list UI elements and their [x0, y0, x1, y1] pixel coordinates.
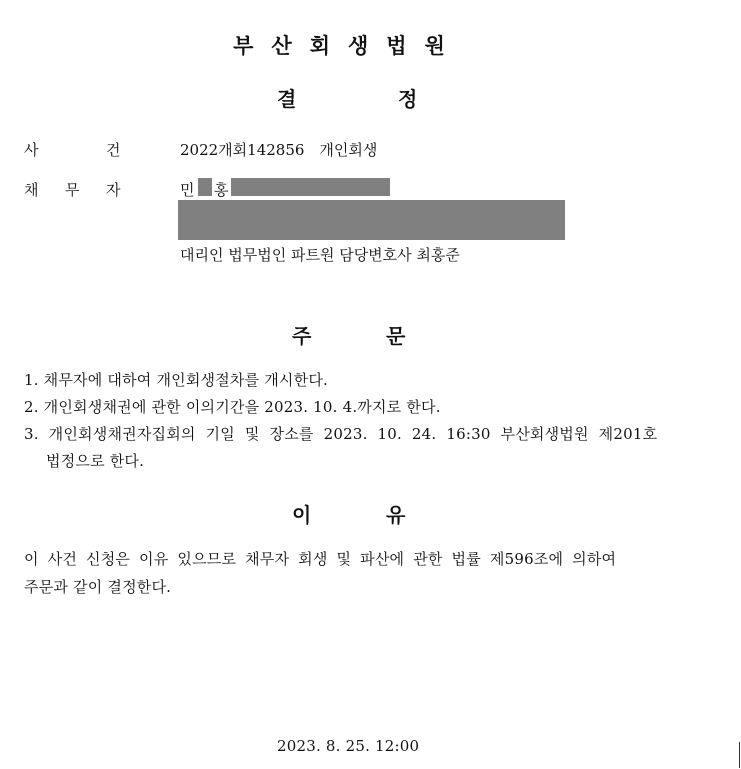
- doc-type-char-2: 정: [398, 87, 418, 111]
- order-item-2: 2. 개인회생채권에 관한 이의기간을 2023. 10. 4.까지로 한다.: [24, 398, 441, 416]
- redaction-block-address: [178, 200, 565, 240]
- reasons-heading-char-2: 유: [386, 503, 406, 527]
- debtor-label-char-1: 채: [24, 181, 40, 199]
- debtor-name-char-1: 민: [180, 181, 195, 199]
- case-number: 2022개회142856 개인회생: [180, 141, 378, 159]
- court-name: 부산회생법원: [233, 34, 463, 58]
- order-item-1: 1. 채무자에 대하여 개인회생절차를 개시한다.: [24, 371, 328, 389]
- page-edge-divider: [739, 742, 740, 768]
- decision-date: 2023. 8. 25. 12:00: [277, 737, 420, 755]
- case-label-char-2: 건: [106, 141, 122, 159]
- doc-type-char-1: 결: [277, 87, 297, 111]
- debtor-name-char-2: 홍: [214, 181, 229, 199]
- order-heading-char-1: 주: [292, 324, 312, 348]
- redaction-block-id: [231, 178, 390, 196]
- debtor-representative: 대리인 법무법인 파트원 담당변호사 최홍준: [180, 246, 460, 264]
- reasons-line-1: 이 사건 신청은 이유 있으므로 채무자 회생 및 파산에 관한 법률 제596조에 의하여: [24, 550, 617, 568]
- case-label-char-1: 사: [24, 141, 40, 159]
- order-item-3-continuation: 법정으로 한다.: [46, 452, 145, 470]
- debtor-label-char-3: 자: [106, 181, 122, 199]
- reasons-line-2: 주문과 같이 결정한다.: [24, 578, 172, 596]
- reasons-heading-char-1: 이: [292, 503, 312, 527]
- order-item-3: 3. 개인회생채권자집회의 기일 및 장소를 2023. 10. 24. 16:30 부산회생법원 제201호: [24, 425, 658, 443]
- order-heading-char-2: 문: [386, 324, 406, 348]
- redaction-block-name: [198, 178, 212, 196]
- debtor-label-char-2: 무: [65, 181, 81, 199]
